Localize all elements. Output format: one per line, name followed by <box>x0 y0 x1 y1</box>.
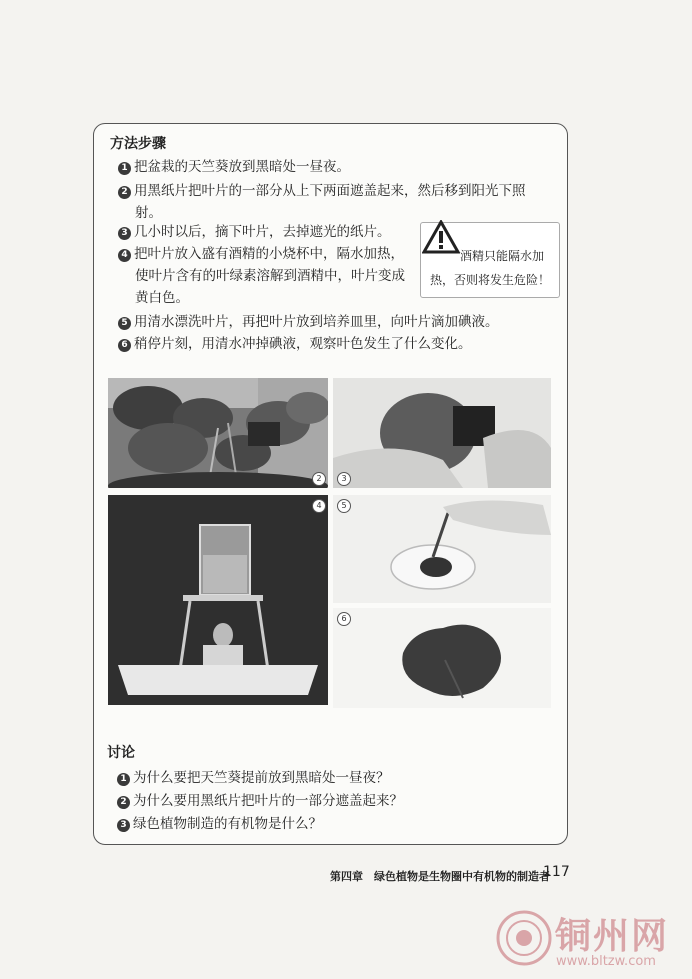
question-text: 为什么要把天竺葵提前放到黑暗处一昼夜？ <box>133 770 390 786</box>
photo-label: 3 <box>337 472 351 486</box>
question-number: 2 <box>117 796 130 809</box>
watermark-name: 铜州网 <box>555 916 670 957</box>
step-text: 稍停片刻，用清水冲掉碘液，观察叶色发生了什么变化。 <box>134 336 472 352</box>
photo-beaker-heating <box>108 495 328 705</box>
question-2 <box>117 790 403 812</box>
photo-label: 2 <box>312 472 326 486</box>
step-4 <box>118 243 405 309</box>
step-number: 6 <box>118 339 131 352</box>
method-title: 方法步骤 <box>110 136 166 152</box>
question-text: 绿色植物制造的有机物是什么？ <box>133 816 322 832</box>
step-5 <box>118 311 499 333</box>
question-number: 1 <box>117 773 130 786</box>
step-text: 用黑纸片把叶片的一部分从上下两面遮盖起来，然后移到阳光下照 <box>134 183 526 199</box>
step-text: 几小时以后，摘下叶片，去掉遮光的纸片。 <box>134 224 391 240</box>
photo-leaf-hand <box>333 378 551 488</box>
step-number: 5 <box>118 317 131 330</box>
discussion-title: 讨论 <box>107 745 135 761</box>
step-6 <box>118 333 472 355</box>
question-number: 3 <box>117 819 130 832</box>
photo-label: 4 <box>312 499 326 513</box>
question-3 <box>117 813 322 835</box>
photo-plant <box>108 378 328 488</box>
photo-iodine-drop <box>333 495 551 603</box>
step-1 <box>118 156 350 178</box>
page-number: 117 <box>543 864 570 880</box>
photo-stained-leaf <box>333 608 551 708</box>
watermark-logo-icon <box>496 910 552 966</box>
step-text: 用清水漂洗叶片，再把叶片放到培养皿里，向叶片滴加碘液。 <box>134 314 499 330</box>
step-number: 4 <box>118 249 131 262</box>
step-text-cont: 黄白色。 <box>135 290 189 306</box>
step-text: 把叶片放入盛有酒精的小烧杯中，隔水加热， <box>134 246 404 262</box>
step-text-cont: 射。 <box>135 205 162 221</box>
question-text: 为什么要用黑纸片把叶片的一部分遮盖起来？ <box>133 793 403 809</box>
step-text: 把盆栽的天竺葵放到黑暗处一昼夜。 <box>134 159 350 175</box>
step-number: 1 <box>118 162 131 175</box>
warning-line-1: 酒精只能隔水加 <box>460 249 545 263</box>
step-number: 3 <box>118 227 131 240</box>
step-text-cont: 使叶片含有的叶绿素溶解到酒精中，叶片变成 <box>135 268 405 284</box>
chapter-footer: 第四章 绿色植物是生物圈中有机物的制造者 <box>330 870 550 883</box>
photo-label: 6 <box>337 612 351 626</box>
step-3 <box>118 221 391 243</box>
step-number: 2 <box>118 186 131 199</box>
watermark-url: www.bltzw.com <box>556 954 656 969</box>
warning-text <box>430 244 558 292</box>
warning-line-2: 热，否则将发生危险！ <box>430 273 551 287</box>
photo-label: 5 <box>337 499 351 513</box>
step-2 <box>118 180 526 224</box>
question-1 <box>117 767 390 789</box>
